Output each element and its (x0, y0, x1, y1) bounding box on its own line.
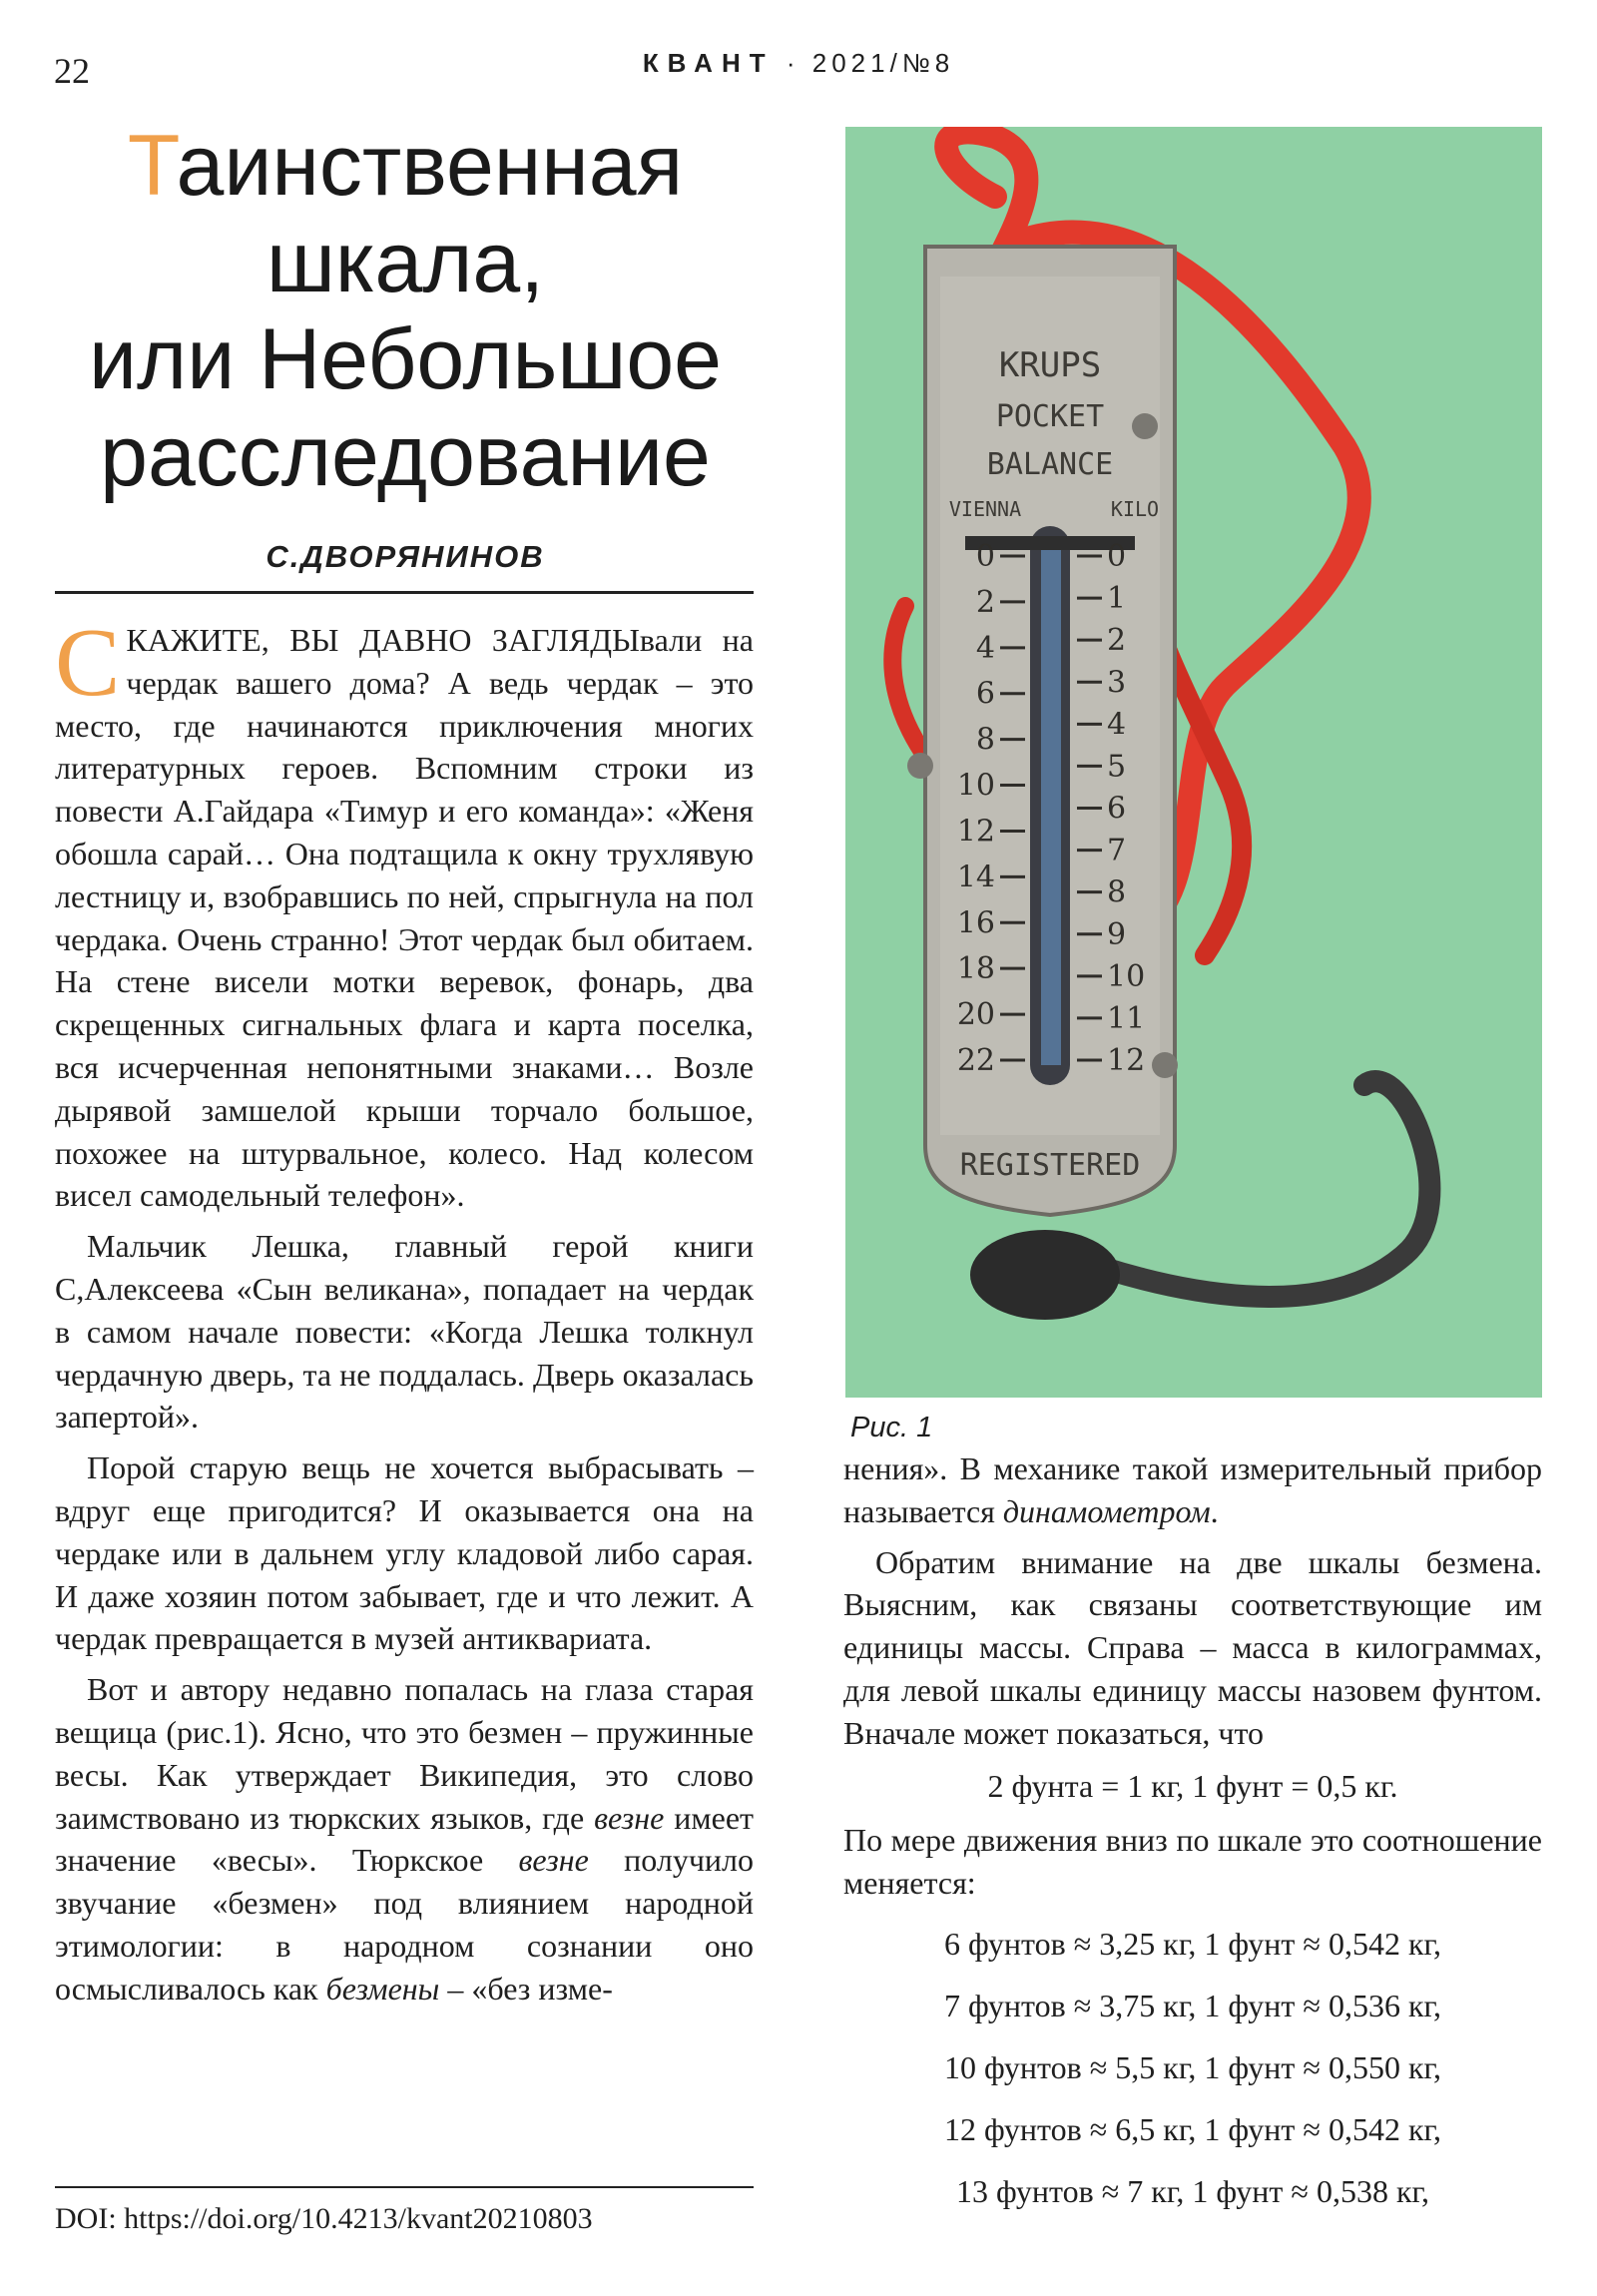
term-vezne-1: везне (594, 1799, 665, 1836)
engraving-brand: KRUPS (998, 345, 1102, 385)
left-scale-label: 22 (956, 1043, 995, 1078)
paragraph-6: Обратим внимание на две шкалы безмена. Выясним, как связаны соответствующие им единицы массы. Справа – масса в килограммах, для левой шкалы единицу массы назовем фунтом. Вначале может показаться, что (843, 1543, 1542, 1751)
title-line-1: аинственная (176, 118, 684, 214)
right-scale-label: 7 (1107, 833, 1127, 868)
paragraph-7: По мере движения вниз по шкале это соотношение меняется: (843, 1822, 1542, 1902)
paragraph-4-part-c: получило звучание «безмен» под влиянием народной этимологии: в народном сознании оно осмысливалось как (55, 1842, 755, 2007)
issue-number: 2021/№8 (811, 48, 955, 78)
engraving-city: VIENNA (948, 497, 1022, 521)
right-column (843, 1447, 1542, 2222)
page-number: 22 (54, 51, 90, 91)
author-name: С.ДВОРЯНИНОВ (266, 539, 545, 574)
right-scale-label: 2 (1107, 623, 1127, 659)
conversion-list (843, 1913, 1542, 2222)
figure-caption: Рис. 1 (850, 1412, 933, 1443)
term-bezmeny: безмены (325, 1970, 440, 2007)
formula-initial: 2 фунта = 1 кг, 1 фунт = 0,5 кг. (987, 1767, 1398, 1804)
title-line-2: шкала, (266, 215, 545, 310)
conversion-row: 13 фунтов ≈ 7 кг, 1 фунт ≈ 0,538 кг, (955, 2172, 1430, 2209)
paragraph-4-part-a: Вот и автору недавно попалась на глаза старая вещица (рис.1). Ясно, что это безмен – пружинные весы. Как утверждает Википедия, это слово заимствовано из тюркских языков, где (55, 1671, 754, 1836)
paragraph-1 (55, 609, 754, 1217)
engraving-unit: KILO (1110, 497, 1160, 521)
engraving-pocket: POCKET (995, 399, 1105, 434)
article-title (56, 118, 755, 505)
left-scale-label: 14 (956, 860, 995, 895)
conversion-row: 12 фунтов ≈ 6,5 кг, 1 фунт ≈ 0,542 кг, (943, 2110, 1442, 2147)
drop-cap: С (55, 609, 121, 717)
left-scale-label: 4 (975, 630, 995, 666)
term-dynamometer: динамометром (1002, 1492, 1211, 1529)
title-rule (55, 591, 754, 594)
header-separator: · (786, 48, 800, 78)
right-scale-label: 10 (1107, 958, 1146, 994)
title-initial: Т (127, 118, 177, 214)
paragraph-4-part-d: – «без изме- (439, 1970, 613, 2007)
right-scale-label: 9 (1107, 916, 1127, 952)
paragraph-4-part-b: имеет значение «весы». Тюркское (55, 1799, 755, 1879)
right-scale-label: 0 (1107, 539, 1127, 574)
term-vezne-2: везне (518, 1842, 589, 1879)
doi-footnote: DOI: https://doi.org/10.4213/kvant20210803 (55, 2186, 754, 2236)
paragraph-2: Мальчик Лешка, главный герой книги С,Алексеева «Сын великана», попадает на чердак в самом начале повести: «Когда Лешка толкнул чердачную дверь, та не поддалась. Дверь оказалась запертой». (55, 1228, 754, 1435)
right-scale-label: 4 (1107, 707, 1127, 743)
title-line-4: расследование (100, 408, 711, 504)
paragraph-1-text: КАЖИТЕ, ВЫ ДАВНО ЗАГЛЯДЫвали на чердак вашего дома? А ведь чердак – это место, где начинаются приключения многих литературных героев. Вспомним строки из повести А.Гайдара «Тимур и его команда»: «Женя обошла сарай… Она подтащила к окну трухлявую лестницу и, взобравшись по ней, спрыгнула на пол чердака. Очень странно! Этот чердак был обитаем. На стене висели мотки веревок, фонарь, два скрещенных сигнальных флага и карта поселка, вся исчерченная непонятными знаками… Возле дырявой замшелой крыши торчало большое, похожее на штурвальное, колесо. Над колесом висел самодельный телефон». (55, 622, 754, 1214)
paragraph-5 (843, 1447, 1542, 1533)
journal-name: КВАНТ (642, 48, 775, 78)
left-scale-label: 2 (975, 584, 995, 620)
left-scale-label: 6 (975, 676, 995, 712)
right-scale-label: 5 (1107, 749, 1127, 785)
conversion-row: 6 фунтов ≈ 3,25 кг, 1 фунт ≈ 0,542 кг, (943, 1925, 1442, 1962)
paragraph-4 (55, 1668, 754, 2009)
right-scale-label: 11 (1107, 1000, 1146, 1036)
running-header (0, 48, 1597, 79)
right-scale-label: 8 (1107, 874, 1127, 910)
paragraph-5-part-a: нения». В механике такой измерительный прибор называется (843, 1450, 1542, 1529)
left-scale-label: 12 (956, 814, 995, 850)
left-scale-label: 10 (956, 768, 995, 804)
engraving-registered: REGISTERED (959, 1148, 1141, 1183)
title-line-3: или Небольшое (89, 311, 722, 407)
right-scale-label: 3 (1107, 665, 1127, 701)
left-column (55, 609, 755, 2018)
conversion-row: 10 фунтов ≈ 5,5 кг, 1 фунт ≈ 0,550 кг, (943, 2048, 1442, 2085)
left-scale-label: 18 (956, 951, 995, 987)
right-scale-label: 6 (1107, 791, 1127, 827)
pocket-balance-photo (845, 127, 1542, 1398)
left-scale-label: 20 (956, 997, 995, 1033)
right-scale-label: 1 (1107, 581, 1127, 617)
conversion-row: 7 фунтов ≈ 3,75 кг, 1 фунт ≈ 0,536 кг, (943, 1987, 1442, 2023)
left-scale-label: 8 (975, 722, 995, 758)
right-scale-label: 12 (1107, 1043, 1146, 1078)
paragraph-5-part-b: . (1210, 1492, 1219, 1529)
left-scale-label: 16 (956, 905, 995, 941)
engraving-balance: BALANCE (986, 447, 1114, 482)
left-scale-label: 0 (975, 539, 995, 574)
paragraph-3: Порой старую вещь не хочется выбрасывать – вдруг еще пригодится? И оказывается она на чердаке или в дальнем углу кладовой либо сарая. И даже хозяин потом забывает, где и что лежит. А чердак превращается в музей антиквариата. (55, 1449, 754, 1657)
